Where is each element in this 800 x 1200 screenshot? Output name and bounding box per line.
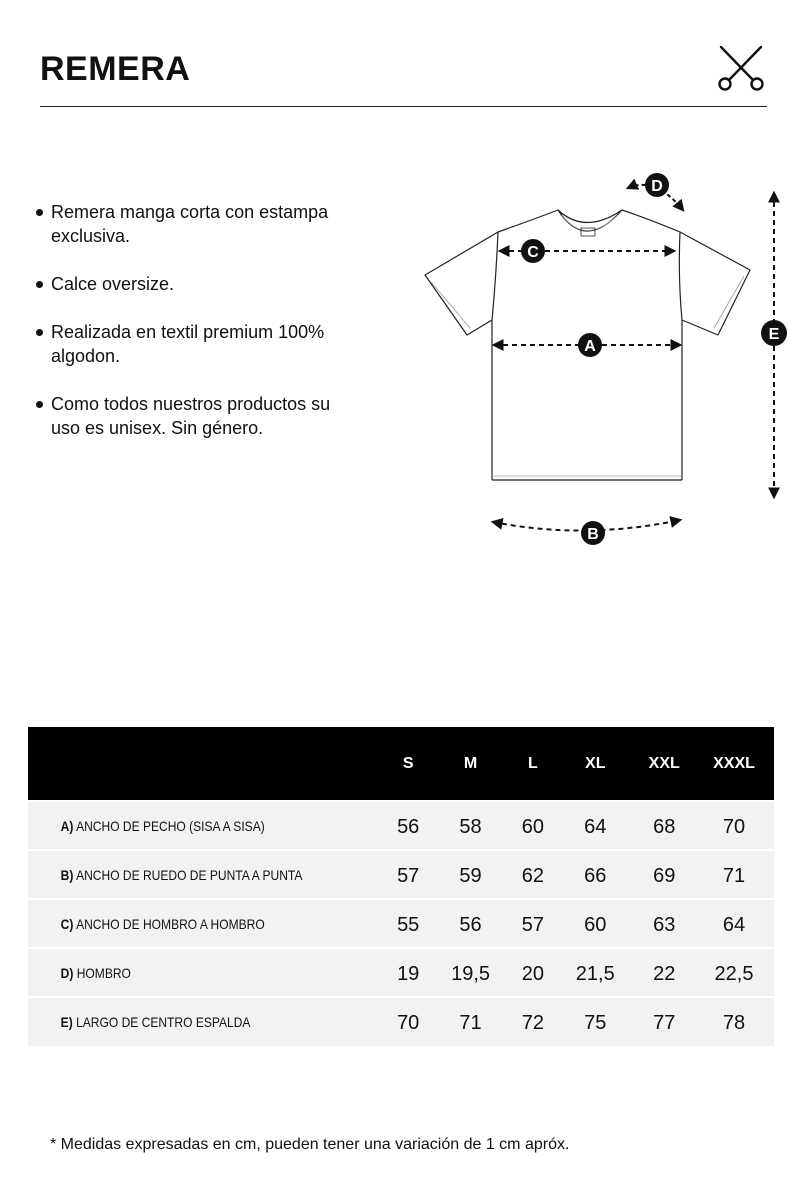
size-header: M: [463, 754, 478, 772]
table-cell: 69: [653, 864, 676, 887]
table-cell: 78: [722, 1012, 746, 1034]
table-cell: 70: [722, 815, 746, 838]
row-label-text: ANCHO DE PECHO (SISA A SISA): [76, 817, 265, 834]
row-label: [28, 801, 335, 850]
label-a-text: A: [584, 338, 596, 355]
table-cell: 70: [397, 1012, 420, 1034]
table-row: [28, 997, 774, 1046]
label-d: [645, 173, 669, 197]
table-cell: 55: [397, 913, 420, 936]
feature-item: Calce oversize.: [34, 272, 364, 296]
table-cell: 64: [722, 913, 746, 936]
table-cell: 68: [653, 815, 676, 838]
table-row: [28, 948, 774, 997]
table-row: [28, 850, 774, 899]
row-code: C): [60, 915, 74, 932]
label-c-text: C: [527, 244, 539, 261]
table-cell: 22: [653, 962, 676, 985]
size-header: XXL: [648, 754, 680, 772]
feature-item: Realizada en textil premium 100% algodon.: [34, 320, 364, 368]
row-label-text: ANCHO DE RUEDO DE PUNTA A PUNTA: [76, 866, 303, 883]
tshirt-measurement-diagram: [400, 160, 800, 560]
table-cell: 58: [459, 815, 482, 838]
label-a: [578, 333, 602, 357]
label-c: [521, 239, 545, 263]
table-cell: 77: [653, 1012, 676, 1034]
scissors-icon: [716, 44, 766, 92]
size-header: XL: [585, 754, 606, 772]
row-code: E): [60, 1014, 73, 1030]
row-label: [28, 948, 335, 997]
table-cell: 72: [521, 1012, 545, 1034]
table-cell: 62: [521, 864, 545, 887]
row-label-text: LARGO DE CENTRO ESPALDA: [76, 1014, 251, 1030]
table-cell: 57: [397, 864, 420, 887]
row-label-text: ANCHO DE HOMBRO A HOMBRO: [76, 915, 265, 932]
footnote: * Medidas expresadas en cm, pueden tener una variación de 1 cm apróx.: [50, 1136, 570, 1153]
header-divider: [40, 106, 767, 107]
row-code: B): [60, 866, 74, 883]
table-cell: 71: [722, 864, 746, 887]
size-table: [28, 727, 774, 1046]
size-header: L: [528, 754, 538, 772]
table-cell: 19,5: [451, 962, 491, 985]
table-cell: 60: [521, 815, 545, 838]
table-row: [28, 899, 774, 948]
label-e-text: E: [768, 326, 780, 343]
feature-list: [34, 200, 364, 464]
size-header: S: [402, 754, 414, 772]
label-b-text: B: [587, 526, 599, 543]
table-cell: 20: [521, 962, 545, 985]
table-cell: 22,5: [714, 962, 754, 985]
size-header: XXXL: [713, 754, 755, 772]
page-title: REMERA: [40, 50, 191, 88]
row-label-text: HOMBRO: [76, 964, 131, 981]
table-cell: 66: [584, 864, 607, 887]
feature-item: Remera manga corta con estampa exclusiva.: [34, 200, 364, 248]
row-label: [28, 850, 335, 899]
table-cell: 60: [584, 913, 607, 936]
row-label: [28, 899, 335, 948]
label-b: [581, 521, 605, 545]
table-cell: 56: [397, 815, 420, 838]
size-header-row: [28, 727, 774, 801]
table-cell: 71: [459, 1012, 482, 1034]
table-cell: 63: [653, 913, 676, 936]
table-cell: 59: [459, 864, 482, 887]
feature-item: Como todos nuestros productos su uso es unisex. Sin género.: [34, 392, 364, 440]
row-code: D): [60, 964, 74, 981]
table-cell: 56: [459, 913, 482, 936]
table-cell: 75: [584, 1012, 607, 1034]
header-spacer: [28, 727, 385, 801]
label-e: [761, 320, 787, 346]
table-cell: 21,5: [575, 962, 615, 985]
row-label: [28, 997, 335, 1046]
table-cell: 19: [397, 962, 420, 985]
label-d-text: D: [651, 178, 663, 195]
table-row: [28, 801, 774, 850]
row-code: A): [60, 817, 74, 834]
table-cell: 57: [521, 913, 545, 936]
table-cell: 64: [584, 815, 607, 838]
